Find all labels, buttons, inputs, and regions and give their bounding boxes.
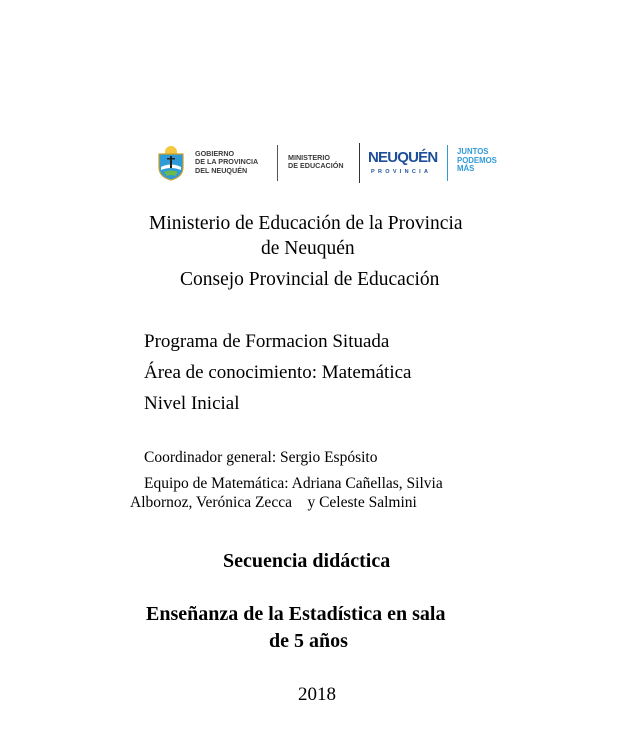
divider xyxy=(359,143,360,183)
team-line-2: Albornoz, Verónica Zecca y Celeste Salmini xyxy=(130,494,417,511)
program-line-2: Área de conocimiento: Matemática xyxy=(144,362,412,383)
gobierno-line-1: GOBIERNO xyxy=(195,149,235,158)
logo-bar xyxy=(155,143,510,183)
program-line-1: Programa de Formacion Situada xyxy=(144,331,390,352)
ministerio-line-2: DE EDUCACIÓN xyxy=(288,161,344,171)
gobierno-line-2: DE LA PROVINCIA xyxy=(195,157,259,167)
slogan-line-2: PODEMOS xyxy=(457,155,497,165)
main-title-line-2: de 5 años xyxy=(269,630,348,652)
gobierno-line-3: DEL NEUQUÉN xyxy=(195,165,248,175)
divider xyxy=(447,145,448,181)
neuquen-logo: NEUQUÉN xyxy=(368,149,438,166)
slogan-logo xyxy=(457,148,497,174)
ministerio-logo-text xyxy=(288,154,344,171)
team-line-1: Equipo de Matemática: Adriana Cañellas, Silvia xyxy=(144,475,443,492)
header-line-2: de Neuquén xyxy=(261,238,355,259)
ministerio-line-1: MINISTERIO xyxy=(288,153,330,162)
program-line-3: Nivel Inicial xyxy=(144,393,240,414)
gobierno-logo-text xyxy=(195,150,258,175)
year: 2018 xyxy=(298,684,336,705)
provincia-logo: PROVINCIA xyxy=(371,169,432,175)
slogan-line-3: MÁS xyxy=(457,164,475,174)
divider xyxy=(277,145,278,181)
main-title-line-1: Enseñanza de la Estadística en sala xyxy=(146,603,446,625)
province-coat-of-arms-icon xyxy=(155,145,187,181)
slogan-line-1: JUNTOS xyxy=(457,147,489,156)
header-line-1: Ministerio de Educación de la Provincia xyxy=(149,213,463,234)
header-line-3: Consejo Provincial de Educación xyxy=(180,269,440,290)
coordinator: Coordinador general: Sergio Espósito xyxy=(144,449,378,466)
subtitle: Secuencia didáctica xyxy=(223,550,391,572)
